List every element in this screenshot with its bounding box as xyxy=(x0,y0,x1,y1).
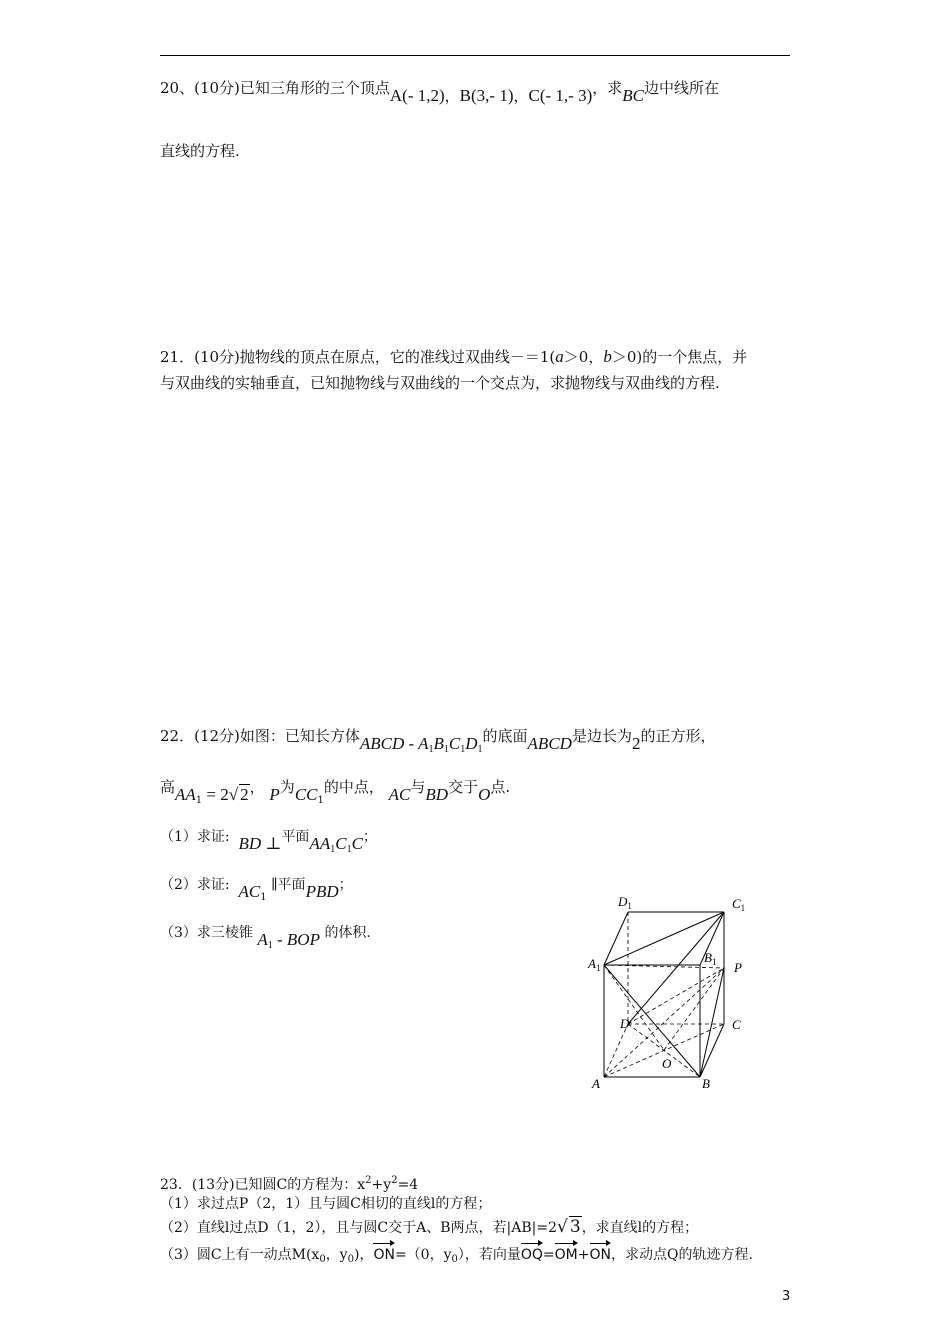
q22-part1 xyxy=(160,826,377,855)
subscript: 0 xyxy=(319,1254,326,1265)
q22-solid-part: C xyxy=(448,734,461,753)
label-c1: $C_1$ xyxy=(732,896,746,913)
q22-part-label: （3）求三棱锥 xyxy=(160,925,253,941)
subscript: 1 xyxy=(346,844,352,855)
cuboid-figure xyxy=(580,890,760,1100)
q21-var-a: a xyxy=(555,347,564,366)
q22-text: 高 xyxy=(160,778,176,796)
edge-bc xyxy=(700,1024,724,1077)
q22-text: 与 xyxy=(410,778,426,796)
label-a: A xyxy=(592,1076,600,1091)
q22-text: 平面 xyxy=(281,829,310,845)
segment-dp xyxy=(628,968,724,1024)
q22-radicand: 2 xyxy=(240,785,249,804)
q20-sep: ，求 xyxy=(592,79,623,97)
q22-text: ∥平面 xyxy=(271,877,306,893)
q22-text: 的体积. xyxy=(324,925,371,941)
q23-text: 23．(13分)已知圆C的方程为：x xyxy=(160,1177,366,1193)
q22-solid-part: ABCD - A xyxy=(359,734,429,753)
superscript: 2 xyxy=(365,1175,372,1186)
q20-prefix: 20、(10分)已知三角形的三个顶点 xyxy=(160,79,390,97)
q23-plus: + xyxy=(577,1247,590,1263)
vector-oq: OQ xyxy=(521,1242,543,1265)
q23-equals: = xyxy=(542,1247,555,1263)
label-d1: $D_1$ xyxy=(618,894,632,911)
subscript: 0 xyxy=(451,1254,458,1265)
q23-text: （3）圆C上有一动点M(x xyxy=(160,1247,320,1263)
q21-line1 xyxy=(160,347,747,367)
q23-text: )， xyxy=(353,1247,374,1263)
q22-line1 xyxy=(160,726,716,755)
q20-line1 xyxy=(160,78,720,105)
subscript: 1 xyxy=(460,744,466,755)
q22-text: ； xyxy=(362,829,377,845)
subscript: 1 xyxy=(428,744,434,755)
q20-point-c: C(- 1,- 3) xyxy=(528,86,593,105)
q22-edge-cc1: CC xyxy=(294,785,318,804)
q22-text: 是边长为 xyxy=(571,727,632,745)
vector-on: ON xyxy=(590,1242,612,1265)
q22-point-p: P xyxy=(269,785,280,804)
q23-title xyxy=(160,1171,418,1195)
q23-text: ，求动点Q的轨迹方程. xyxy=(611,1247,753,1263)
q22-plane-name: C xyxy=(335,834,347,853)
subscript: 1 xyxy=(260,892,267,903)
q22-text: 的底面 xyxy=(482,727,528,745)
q23-text: ），若向量 xyxy=(457,1247,521,1263)
q22-base: ABCD xyxy=(527,734,572,753)
subscript: 1 xyxy=(195,795,203,806)
q23-part2: （2）直线l过点D（1，2），且与圆C交于A、B两点，若|AB|=2√ 3，求直线l的方程； xyxy=(160,1217,699,1237)
q23-part3 xyxy=(160,1242,753,1270)
q23-text: =（0，y xyxy=(394,1247,452,1263)
q22-part2 xyxy=(160,874,353,903)
q22-plane-name: C xyxy=(351,834,363,853)
q21-text-a: 21．(10分)抛物线的顶点在原点，它的准线过双曲线－＝1( xyxy=(160,348,556,366)
label-b: B xyxy=(702,1076,710,1091)
q22-line-ac1: AC xyxy=(238,882,261,901)
label-b1: $B_1$ xyxy=(704,950,717,967)
q22-text: 的中点， xyxy=(323,778,384,796)
q22-text: ； xyxy=(338,877,353,893)
q23-text: ，求直线l的方程； xyxy=(581,1220,699,1236)
edge-a1d1 xyxy=(604,912,628,965)
q22-text: 的正方形， xyxy=(640,727,716,745)
q23-text: +y xyxy=(371,1177,392,1193)
subscript: 0 xyxy=(347,1254,354,1265)
subscript: 1 xyxy=(477,744,483,755)
q21-text-b: ＞0， xyxy=(563,348,604,366)
segment-pb xyxy=(700,968,724,1077)
edge-ad xyxy=(604,1024,628,1077)
label-c: C xyxy=(732,1017,741,1032)
q20-sep: ， xyxy=(513,87,529,105)
subscript: 1 xyxy=(443,744,449,755)
label-a1: $A_1$ xyxy=(588,956,601,973)
q22-text: 交于 xyxy=(448,778,479,796)
q22-text: ， xyxy=(249,778,265,796)
q23-text: ，y xyxy=(325,1247,348,1263)
q22-solid-part: D xyxy=(465,734,478,753)
q22-text: 点. xyxy=(490,778,511,796)
subscript: 1 xyxy=(267,940,273,951)
q20-point-a: A(- 1,2) xyxy=(389,86,445,105)
q22-pyramid: A xyxy=(257,930,268,949)
q22-plane-name: AA xyxy=(309,834,331,853)
superscript: 2 xyxy=(391,1175,398,1186)
q20-side-bc: BC xyxy=(622,86,644,105)
q23-radicand: 3 xyxy=(569,1217,581,1237)
q22-perp-bd: BD ⊥ xyxy=(238,834,282,853)
q20-point-b: B(3,- 1) xyxy=(459,86,514,105)
segment-a1o xyxy=(604,965,664,1050)
q22-side-length: 2 xyxy=(631,734,641,753)
label-o: O xyxy=(662,1056,672,1071)
label-d: D xyxy=(620,1016,630,1031)
q20-sep: ， xyxy=(444,87,460,105)
q22-edge-aa1: AA xyxy=(175,785,196,804)
subscript: 1 xyxy=(317,795,324,806)
q22-point-o: O xyxy=(478,785,491,804)
header-rule xyxy=(160,55,790,56)
q22-line2: 高$AA_1 = 2√$ 2， P为$CC_1$的中点， AC与BD交于O点. xyxy=(160,778,511,806)
q22-pyramid: - BOP xyxy=(272,930,320,949)
q22-part-label: （2）求证: xyxy=(160,877,230,893)
q21-var-b: b xyxy=(603,347,612,366)
label-p: P xyxy=(734,960,742,975)
q22-plane-pbd: PBD xyxy=(305,882,339,901)
vector-on: ON xyxy=(373,1242,395,1265)
q20-tail: 边中线所在 xyxy=(644,79,720,97)
q22-part-label: （1）求证: xyxy=(160,829,230,845)
q22-text: 为 xyxy=(279,778,295,796)
q22-line-ac: AC xyxy=(388,785,411,804)
q22-equals: = 2 xyxy=(202,785,229,804)
q22-solid-part: B xyxy=(433,734,444,753)
page-number: 3 xyxy=(782,1289,791,1304)
q23-text: =4 xyxy=(397,1177,419,1193)
q21-text-c: ＞0)的一个焦点，并 xyxy=(611,348,748,366)
q22-part3 xyxy=(160,922,371,951)
subscript: 1 xyxy=(330,844,336,855)
q22-line-bd: BD xyxy=(425,785,449,804)
q23-text: （2）直线l过点D（1，2），且与圆C交于A、B两点，若|AB|=2 xyxy=(160,1220,558,1236)
q20-line2: 直线的方程. xyxy=(160,142,240,160)
q21-line2: 与双曲线的实轴垂直，已知抛物线与双曲线的一个交点为，求抛物线与双曲线的方程. xyxy=(160,374,720,392)
q23-part1: （1）求过点P（2，1）且与圆C相切的直线l的方程； xyxy=(160,1196,492,1212)
q22-prefix: 22．(12分)如图：已知长方体 xyxy=(160,727,360,745)
vector-om: OM xyxy=(555,1242,578,1265)
